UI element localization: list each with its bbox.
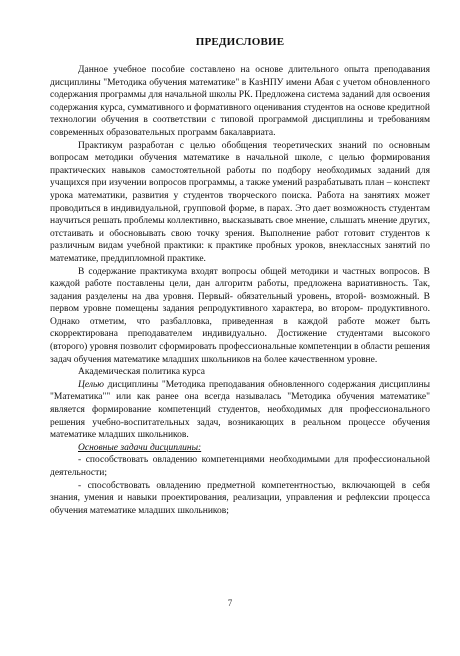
- page-number: 7: [227, 598, 233, 608]
- paragraph-content: В содержание практикума входят вопросы общей методики и частных вопросов. В каждой работе поставлены цели, дан алгоритм работы, предложена вариативность. Так, задания разделены на два уровня. Первый- обязательный уровень, второй- возможный. В первом уровне помещены задания репродуктивного характера, во втором- продуктивного. Однако отметим, что разбалловка, приведенная в каждой работе может быть скорректирована преподавателем индивидуально. Достижение студентами высокого (второго) уровня позволит сформировать профессиональные компетенции в области решения задач обучения математике младших школьников на более качественном уровне.: [50, 266, 430, 365]
- tasks-heading: Основные задачи дисциплины:: [78, 442, 202, 453]
- goal-label: Целью: [78, 379, 105, 390]
- paragraph-practicum: Практикум разработан с целью обобщения теоретических знаний по основным вопросам методики обучения математике в начальной школе, с целью формирования практических навыков самостоятельной работы по подбору необходимых заданий для учащихся при изучении вопросов программы, а также умений разрабатывать план – конспект урока математики, развития у студентов творческого поиска. Работа на занятиях может проводиться в индивидуальной, групповой форме, в парах. Это дает возможность студентам научиться решать проблемы коллективно, высказывать свое мнение, слышать мнение других, отстаивать и обосновывать свою точку зрения. Выполнение работ готовит студентов к различным видам учебной практики: к практике пробных уроков, внеклассных занятий по математике, преддипломной практике.: [50, 140, 430, 264]
- goal-text: дисциплины "Методика преподавания обновленного содержания дисциплины "Математика"" или как ранее она всегда называлась "Методика обучения математике" является формирование компетенций студентов, необходимых для профессионального решения учебно-воспитательных задач, возникающих в реальном процессе обучения математике младших школьников.: [50, 379, 430, 441]
- task-item: - способствовать овладению предметной компетентностью, включающей в себя знания, умения и навыки проектирования, реализации, управления и рефлексии процесса обучения математике младших школьников;: [50, 480, 430, 516]
- policy-heading: Академическая политика курса: [78, 367, 205, 378]
- tasks-heading-line: [50, 442, 430, 455]
- task-item: - способствовать овладению компетенциями необходимыми для профессиональной деятельности;: [50, 455, 430, 478]
- paragraph-goal: [50, 379, 430, 442]
- page-title: ПРЕДИСЛОВИЕ: [195, 36, 285, 48]
- paragraph-intro: Данное учебное пособие составлено на основе длительного опыта преподавания дисциплины "Методика обучения математике" в КазНПУ имени Абая с учетом обновленного содержания программы для начальной школы РК. Предложена система заданий для освоения содержания курса, суммативного и формативного оценивания студентов на основе кредитной технологии обучения в соответствии с типовой программой дисциплины и требованиям современных образовательных программ бакалавриата.: [50, 65, 430, 138]
